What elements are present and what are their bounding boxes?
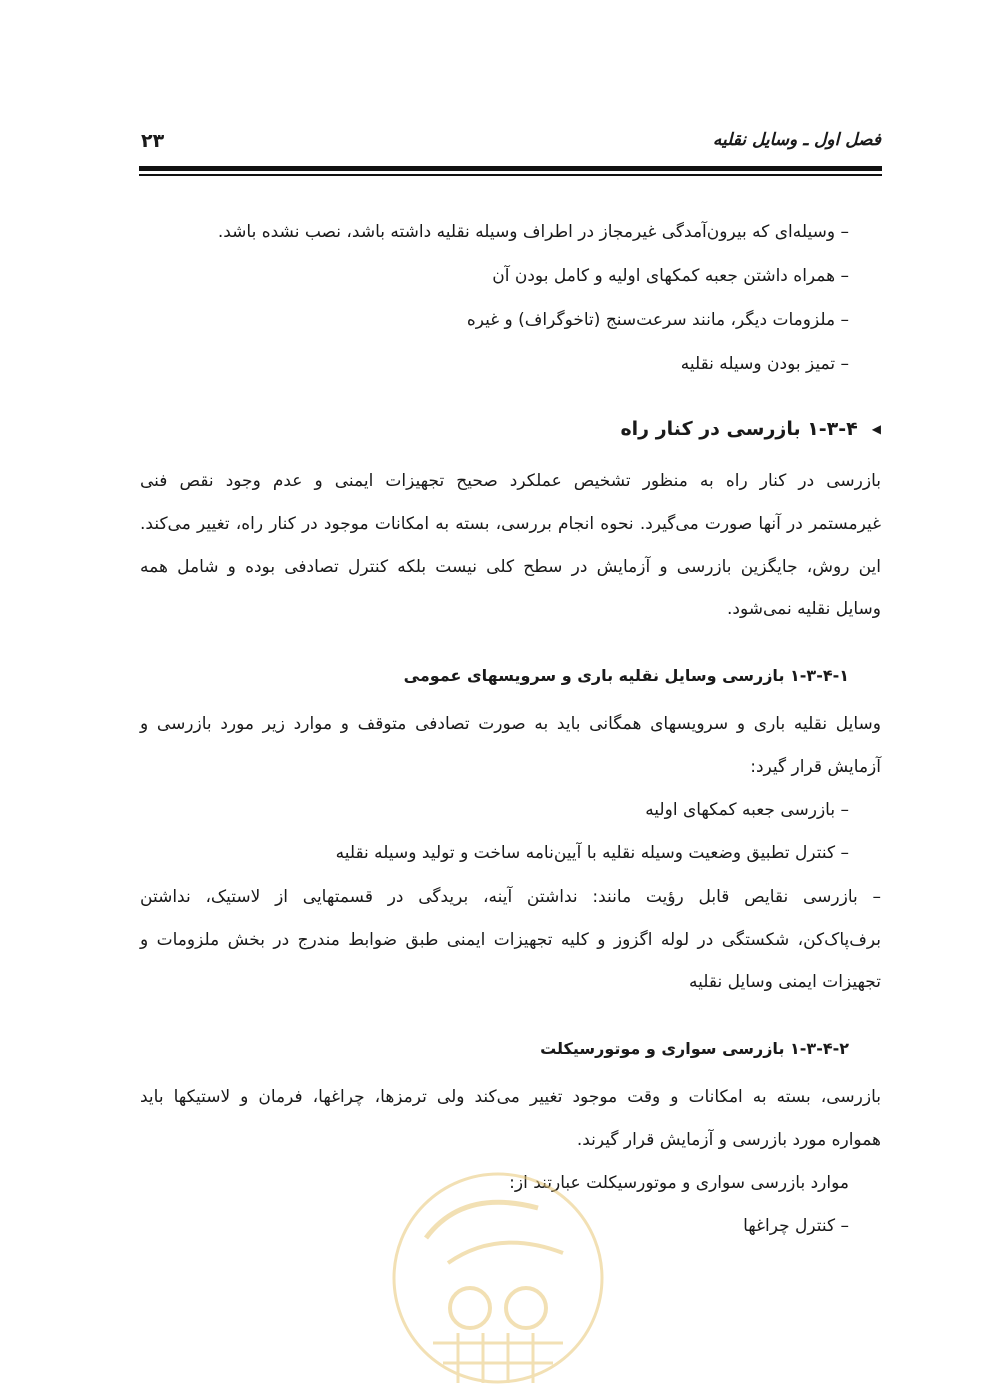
paragraph-line: همواره مورد بازرسی و آزمایش قرار گیرند. (576, 1130, 881, 1150)
list-item: – تمیز بودن وسیله نقلیه (680, 354, 849, 374)
paragraph-line: وسایل نقلیه نمی‌شود. (727, 599, 881, 619)
list-item: – کنترل چراغها (743, 1216, 849, 1236)
watermark-logo (388, 1168, 608, 1388)
list-item: – همراه داشتن جعبه کمکهای اولیه و کامل بودن آن (492, 266, 849, 286)
section-heading (620, 416, 881, 442)
header-rule-thin (139, 174, 882, 176)
paragraph-line: بازرسی، بسته به امکانات و وقت موجود تغییر می‌کند ولی ترمزها، چراغها، فرمان و لاستیکها باید (140, 1087, 881, 1107)
paragraph-line: تجهیزات ایمنی وسایل نقلیه (688, 972, 881, 992)
watermark-gear-icon (450, 1288, 490, 1328)
bullet-arrow-icon: ◀ (871, 422, 881, 436)
subsection-heading: ۱-۳-۴-۲ بازرسی سواری و موتورسیکلت (540, 1039, 849, 1058)
list-item: – ملزومات دیگر، مانند سرعت‌سنج (تاخوگراف) و غیره (466, 310, 849, 330)
watermark-script (426, 1202, 538, 1238)
watermark-gear-icon (506, 1288, 546, 1328)
watermark-grid (433, 1333, 563, 1383)
list-item: – کنترل تطبیق وضعیت وسیله نقلیه با آیین‌نامه ساخت و تولید وسیله نقلیه (335, 843, 849, 863)
paragraph-line: غیرمستمر در آنها صورت می‌گیرد. نحوه انجام بررسی، بسته به امکانات موجود در کنار راه، تغییر می‌کند. (140, 514, 881, 534)
list-item: – بازرسی جعبه کمکهای اولیه (645, 800, 849, 820)
list-item: – وسیله‌ای که بیرون‌آمدگی غیرمجاز در اطراف وسیله نقلیه داشته باشد، نصب نشده باشد. (217, 222, 849, 242)
page-number: ۲۳ (141, 130, 165, 152)
paragraph-line: این روش، جایگزین بازرسی و آزمایش در سطح کلی نیست بلکه کنترل تصادفی بوده و شامل همه (140, 557, 881, 577)
subsection-heading: ۱-۳-۴-۱ بازرسی وسایل نقلیه باری و سرویسهای عمومی (403, 666, 849, 685)
paragraph-line: آزمایش قرار گیرد: (750, 757, 881, 777)
paragraph-line: بازرسی در کنار راه به منظور تشخیص عملکرد صحیح تجهیزات ایمنی و عدم وجود نقص فنی (140, 471, 881, 491)
header-rule-thick (139, 166, 882, 171)
watermark-ring (394, 1174, 602, 1382)
section-heading-text: ۱-۳-۴ بازرسی در کنار راه (620, 418, 858, 440)
chapter-title: فصل اول ـ وسایل نقلیه (712, 130, 881, 150)
watermark-script (448, 1243, 563, 1263)
paragraph-line: – بازرسی نقایص قابل رؤیت مانند: نداشتن آینه، بریدگی در قسمتهایی از لاستیک، نداشتن (140, 887, 881, 907)
paragraph-line: وسایل نقلیه باری و سرویسهای همگانی باید به صورت تصادفی متوقف و موارد زیر مورد بازرسی و (140, 714, 881, 734)
paragraph-line: برف‌پاک‌کن، شکستگی در لوله اگزوز و کلیه تجهیزات ایمنی طبق ضوابط مندرج در بخش ملزومات و (140, 930, 881, 950)
paragraph-line: موارد بازرسی سواری و موتورسیکلت عبارتند از: (509, 1173, 849, 1193)
